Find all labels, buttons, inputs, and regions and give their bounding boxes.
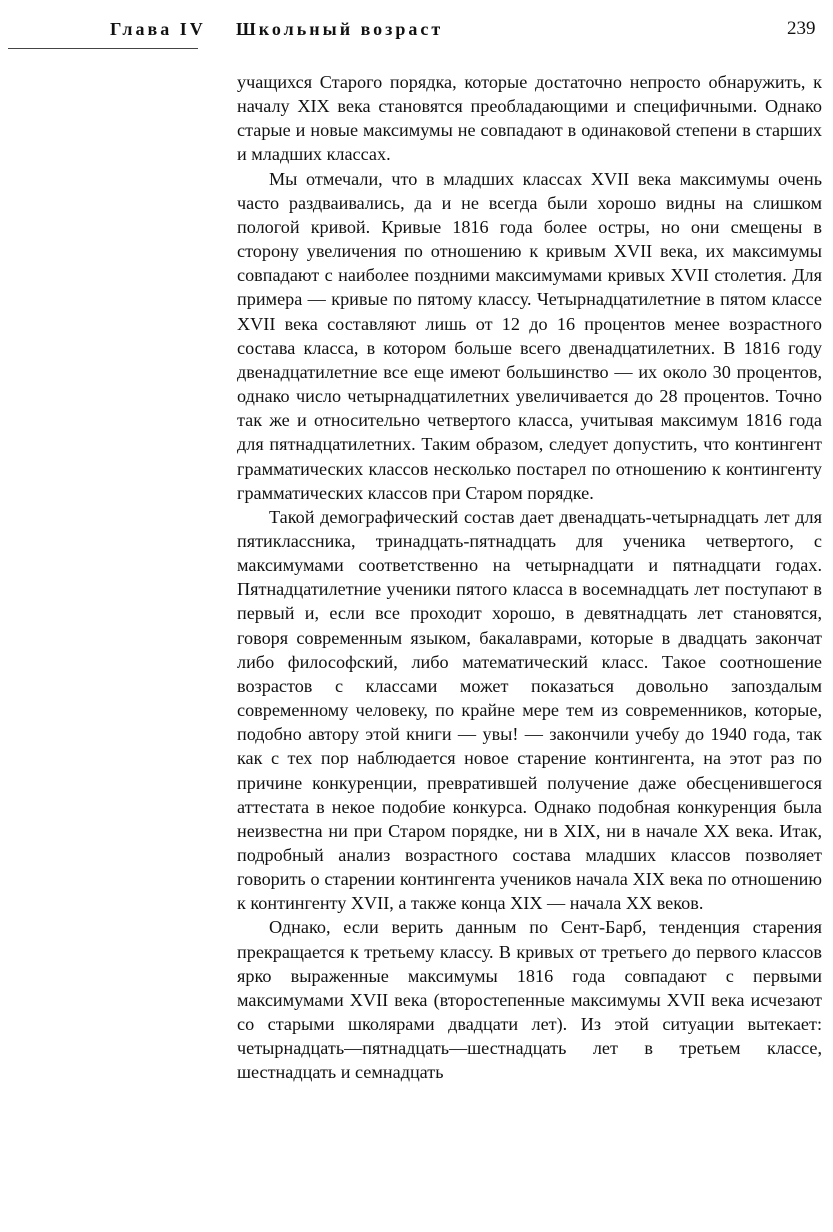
chapter-title: Школьный возраст: [236, 19, 444, 39]
chapter-label: Глава IV: [110, 19, 206, 39]
paragraph-1: учащихся Старого порядка, которые достаточно непросто обнаружить, к началу XIX века становятся преобладающими и специфичными. Однако старые и новые максимумы не совпадают в одинаковой степени в старших и младших классах.: [237, 72, 822, 165]
paragraph-2: Мы отмечали, что в младших классах XVII века максимумы очень часто раздваивались, да и не всегда были хорошо видны на слишком пологой кривой. Кривые 1816 года более остры, но они смещены в сторону увеличения по отношению к кривым XVII века, их максимумы совпадают с наиболее поздними максимумами кривых XVII столетия. Для примера — кривые по пятому классу. Четырнадцатилетние в пятом классе XVII века составляют лишь от 12 до 16 процентов менее возрастного состава класса, в котором больше всего двенадцатилетних. В 1816 году двенадцатилетние все еще имеют большинство — их около 30 процентов, однако число четырнадцатилетних увеличивается до 28 процентов. Точно так же и относительно четвертого класса, учитывая максимум 1816 года для пятнадцатилетних. Таким образом, следует допустить, что контингент грамматических классов несколько постарел по отношению к контингенту грамматических классов при Старом порядке.: [237, 168, 822, 503]
body-text: [237, 70, 822, 1085]
paragraph-4: Однако, если верить данным по Сент-Барб, тенденция старения прекращается к третьему классу. В кривых от третьего до первого классов ярко выраженные максимумы 1816 года совпадают с первыми максимумами XVII века (второстепенные максимумы XVII века исчезают со старыми школярами двадцати лет). Из этой ситуации вытекает: четырнадцать—пятнадцать—шестнадцать лет в третьем классе, шестнадцать и семнадцать: [237, 917, 822, 1083]
page-number: 239: [787, 18, 816, 39]
paragraph-3: Такой демографический состав дает двенадцать-четырнадцать лет для пятиклассника, тринадцать-пятнадцать для ученика четвертого, с максимумами соответственно на четырнадцати и пятнадцати годах. Пятнадцатилетние ученики пятого класса в восемнадцать лет поступают в первый и, если все проходит хорошо, в девятнадцать лет становятся, говоря современным языком, бакалаврами, которые в двадцать закончат либо философский, либо математический класс. Такое соотношение возрастов с классами может показаться довольно запоздалым современному человеку, по крайне мере тем из современников, которые, подобно автору этой книги — увы! — закончили учебу до 1940 года, так как с тех пор наблюдается новое старение контингента, на этот раз по причине конкуренции, превратившей получение даже обесценившегося аттестата в некое подобие конкурса. Однако подобная конкуренция была неизвестна ни при Старом порядке, ни в XIX, ни в начале XX века. Итак, подробный анализ возрастного состава младших классов позволяет говорить о старении контингента учеников начала XIX века по отношению к контингенту XVII, а также конца XIX — начала XX веков.: [237, 506, 822, 914]
header-rule: [8, 48, 198, 49]
running-head: [0, 0, 833, 60]
